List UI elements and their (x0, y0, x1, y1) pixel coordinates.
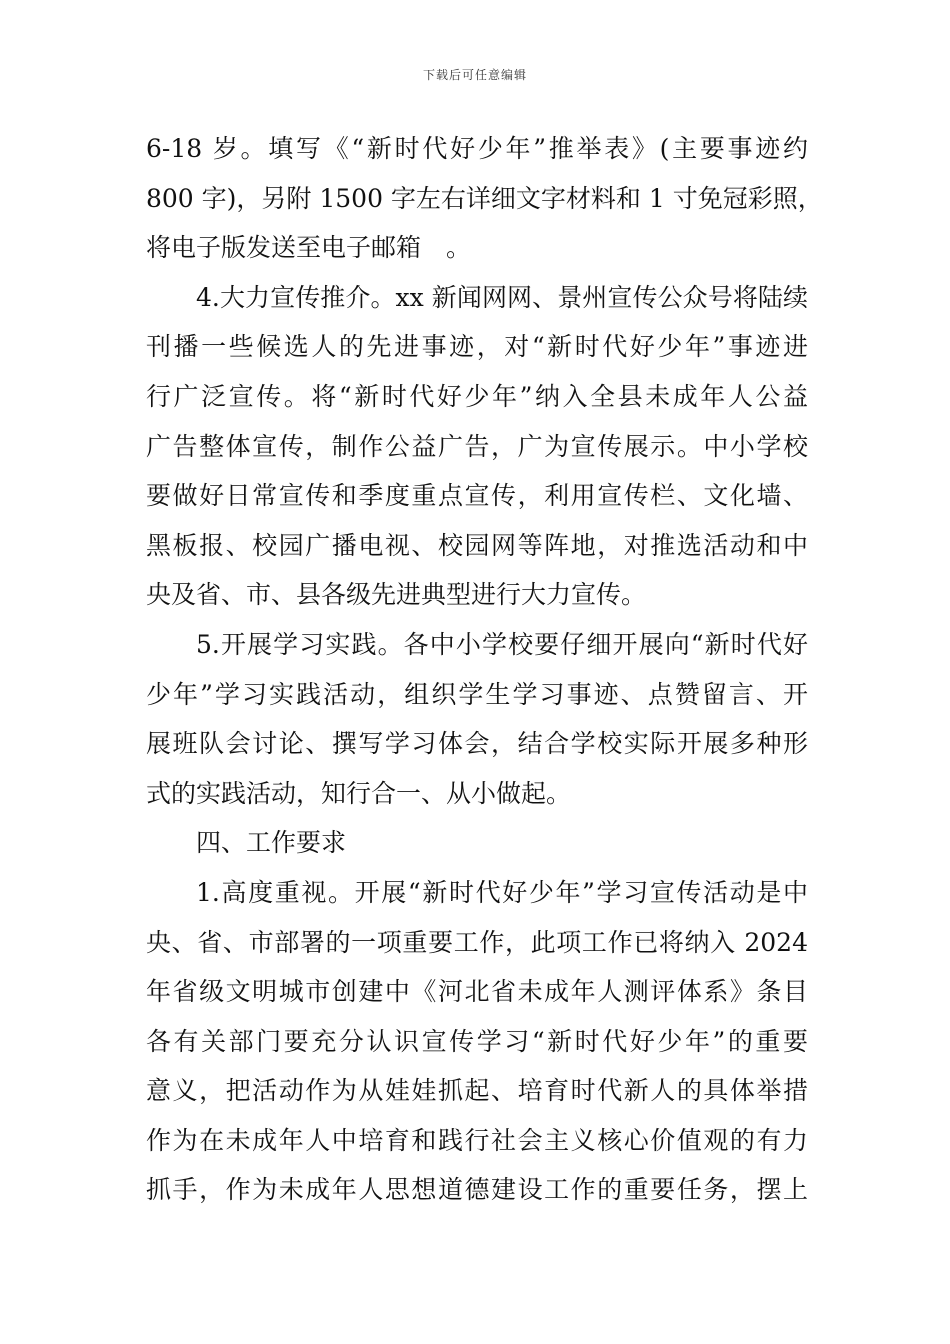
text-line: 各有关部门要充分认识宣传学习“新时代好少年”的重要 (146, 1026, 808, 1056)
text-line: 年省级文明城市创建中《河北省未成年人测评体系》条目 (146, 977, 808, 1007)
text-line: 800 字)，另附 1500 字左右详细文字材料和 1 寸免冠彩照， (146, 183, 823, 213)
text-line: 广告整体宣传，制作公益广告，广为宣传展示。中小学校 (146, 431, 808, 461)
text-line: 四、工作要求 (196, 828, 347, 858)
text-line: 少年”学习实践活动，组织学生学习事迹、点赞留言、开 (146, 679, 808, 709)
text-line: 央及省、市、县各级先进典型进行大力宣传。 (146, 580, 647, 610)
text-line: 将电子版发送至电子邮箱 。 (146, 233, 472, 263)
text-line: 行广泛宣传。将“新时代好少年”纳入全县未成年人公益 (146, 381, 808, 411)
text-line: 式的实践活动，知行合一、从小做起。 (146, 778, 572, 808)
text-line: 展班队会讨论、撰写学习体会，结合学校实际开展多种形 (146, 729, 808, 759)
document-body (146, 124, 823, 1215)
text-line: 5.开展学习实践。各中小学校要仔细开展向“新时代好 (196, 629, 808, 659)
text-line: 抓手，作为未成年人思想道德建设工作的重要任务，摆上 (146, 1175, 808, 1205)
text-line: 要做好日常宣传和季度重点宣传，利用宣传栏、文化墙、 (146, 481, 808, 511)
text-line: 央、省、市部署的一项重要工作，此项工作已将纳入 2024 (146, 927, 808, 957)
text-line: 4.大力宣传推介。xx 新闻网网、景州宣传公众号将陆续 (196, 282, 808, 312)
text-line: 意义，把活动作为从娃娃抓起、培育时代新人的具体举措 (146, 1076, 808, 1106)
text-line: 黑板报、校园广播电视、校园网等阵地，对推选活动和中 (146, 530, 808, 560)
page-header: 下载后可任意编辑 (422, 68, 527, 82)
text-line: 1.高度重视。开展“新时代好少年”学习宣传活动是中 (196, 877, 808, 907)
text-line: 6-18 岁。填写《“新时代好少年”推举表》(主要事迹约 (146, 134, 808, 163)
text-line: 刊播一些候选人的先进事迹，对“新时代好少年”事迹进 (146, 332, 808, 362)
text-line: 作为在未成年人中培育和践行社会主义核心价值观的有力 (146, 1125, 808, 1155)
